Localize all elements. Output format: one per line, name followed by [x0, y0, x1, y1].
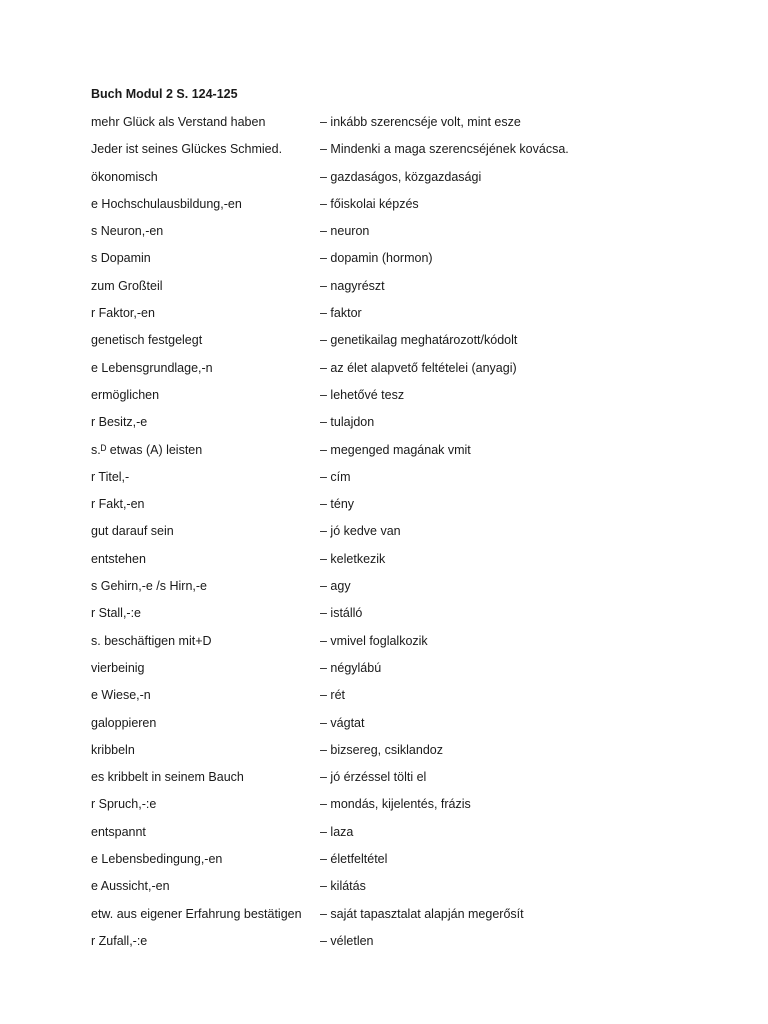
- vocab-entry: [91, 742, 711, 769]
- vocab-term: etw. aus eigener Erfahrung bestätigen: [91, 906, 302, 921]
- vocab-translation: – istálló: [320, 606, 363, 621]
- vocab-term: e Lebensbedingung,-en: [91, 852, 223, 867]
- vocab-translation: – az élet alapvető feltételei (anyagi): [320, 360, 517, 375]
- vocab-entry: [91, 551, 711, 578]
- vocab-translation: – főiskolai képzés: [320, 196, 419, 211]
- vocab-entry: [91, 223, 711, 250]
- vocab-translation: – mondás, kijelentés, frázis: [320, 797, 471, 812]
- vocab-translation: – agy: [320, 579, 351, 594]
- vocab-term: es kribbelt in seinem Bauch: [91, 770, 244, 785]
- vocab-translation: – megenged magának vmit: [320, 442, 471, 457]
- vocab-translation: – gazdaságos, közgazdasági: [320, 169, 482, 184]
- vocab-entry: [91, 851, 711, 878]
- vocab-term: r Faktor,-en: [91, 306, 155, 321]
- vocab-translation: – vmivel foglalkozik: [320, 633, 428, 648]
- vocab-term: zum Großteil: [91, 278, 163, 293]
- vocab-translation: – keletkezik: [320, 551, 386, 566]
- vocab-entry: [91, 687, 711, 714]
- vocab-entry: [91, 796, 711, 823]
- vocab-translation: – tulajdon: [320, 415, 375, 430]
- vocab-translation: – genetikailag meghatározott/kódolt: [320, 333, 518, 348]
- vocab-entry: [91, 469, 711, 496]
- vocab-translation: – saját tapasztalat alapján megerősít: [320, 906, 524, 921]
- vocab-translation: – inkább szerencséje volt, mint esze: [320, 115, 521, 129]
- vocab-term: ökonomisch: [91, 169, 158, 184]
- vocabulary-list: [91, 114, 711, 960]
- vocab-entry: [91, 196, 711, 223]
- vocab-term: vierbeinig: [91, 660, 145, 675]
- vocab-translation: – Mindenki a maga szerencséjének kovácsa.: [320, 142, 569, 157]
- vocab-translation: – vágtat: [320, 715, 365, 730]
- vocab-entry: [91, 496, 711, 523]
- vocab-term: galoppieren: [91, 715, 157, 730]
- vocab-entry: [91, 578, 711, 605]
- vocab-term: e Aussicht,-en: [91, 879, 170, 894]
- vocab-term: r Zufall,-:e: [91, 933, 148, 948]
- vocab-entry: [91, 414, 711, 441]
- vocab-translation: – lehetővé tesz: [320, 387, 405, 402]
- vocab-term: s. beschäftigen mit+D: [91, 633, 212, 648]
- vocab-entry: [91, 114, 711, 141]
- vocab-term: mehr Glück als Verstand haben: [91, 115, 266, 129]
- vocab-term: gut darauf sein: [91, 524, 174, 539]
- vocab-translation: – laza: [320, 824, 354, 839]
- vocab-entry: [91, 715, 711, 742]
- vocab-translation: – cím: [320, 469, 351, 484]
- vocab-term: s.ᴰ etwas (A) leisten: [91, 442, 203, 457]
- vocab-term: s Dopamin: [91, 251, 151, 266]
- vocab-entry: [91, 305, 711, 332]
- vocab-entry: [91, 633, 711, 660]
- vocab-translation: – rét: [320, 688, 346, 703]
- vocab-term: r Besitz,-e: [91, 415, 148, 430]
- vocab-entry: [91, 169, 711, 196]
- vocab-term: Jeder ist seines Glückes Schmied.: [91, 142, 283, 157]
- vocab-entry: [91, 933, 711, 960]
- vocab-entry: [91, 906, 711, 933]
- vocab-translation: – véletlen: [320, 933, 374, 948]
- vocab-translation: – tény: [320, 497, 355, 512]
- vocab-entry: [91, 250, 711, 277]
- vocab-term: e Lebensgrundlage,-n: [91, 360, 213, 375]
- document-title: Buch Modul 2 S. 124-125: [91, 87, 238, 101]
- vocab-term: e Wiese,-n: [91, 688, 151, 703]
- vocab-translation: – kilátás: [320, 879, 366, 894]
- vocab-entry: [91, 769, 711, 796]
- vocab-entry: [91, 660, 711, 687]
- vocab-translation: – életfeltétel: [320, 852, 388, 867]
- vocab-entry: [91, 332, 711, 359]
- vocab-entry: [91, 605, 711, 632]
- vocab-translation: – jó érzéssel tölti el: [320, 770, 427, 785]
- vocab-entry: [91, 278, 711, 305]
- vocab-translation: – bizsereg, csiklandoz: [320, 742, 443, 757]
- vocab-term: entstehen: [91, 551, 146, 566]
- vocab-term: e Hochschulausbildung,-en: [91, 196, 242, 211]
- vocab-term: s Neuron,-en: [91, 224, 164, 239]
- vocab-term: genetisch festgelegt: [91, 333, 203, 348]
- vocab-term: r Spruch,-:e: [91, 797, 157, 812]
- vocab-translation: – nagyrészt: [320, 278, 385, 293]
- vocab-term: ermöglichen: [91, 387, 160, 402]
- vocab-term: r Fakt,-en: [91, 497, 145, 512]
- vocab-term: r Titel,-: [91, 469, 130, 484]
- vocab-entry: [91, 523, 711, 550]
- vocab-term: r Stall,-:e: [91, 606, 142, 621]
- vocab-entry: [91, 442, 711, 469]
- vocab-translation: – jó kedve van: [320, 524, 401, 539]
- vocab-entry: [91, 141, 711, 168]
- vocab-entry: [91, 387, 711, 414]
- vocab-entry: [91, 824, 711, 851]
- vocab-entry: [91, 878, 711, 905]
- vocab-translation: – faktor: [320, 306, 362, 321]
- vocab-term: entspannt: [91, 824, 146, 839]
- vocab-translation: – neuron: [320, 224, 370, 239]
- vocab-term: s Gehirn,-e /s Hirn,-e: [91, 579, 208, 594]
- vocab-translation: – dopamin (hormon): [320, 251, 433, 266]
- vocab-translation: – négylábú: [320, 660, 382, 675]
- vocab-entry: [91, 360, 711, 387]
- vocab-term: kribbeln: [91, 742, 135, 757]
